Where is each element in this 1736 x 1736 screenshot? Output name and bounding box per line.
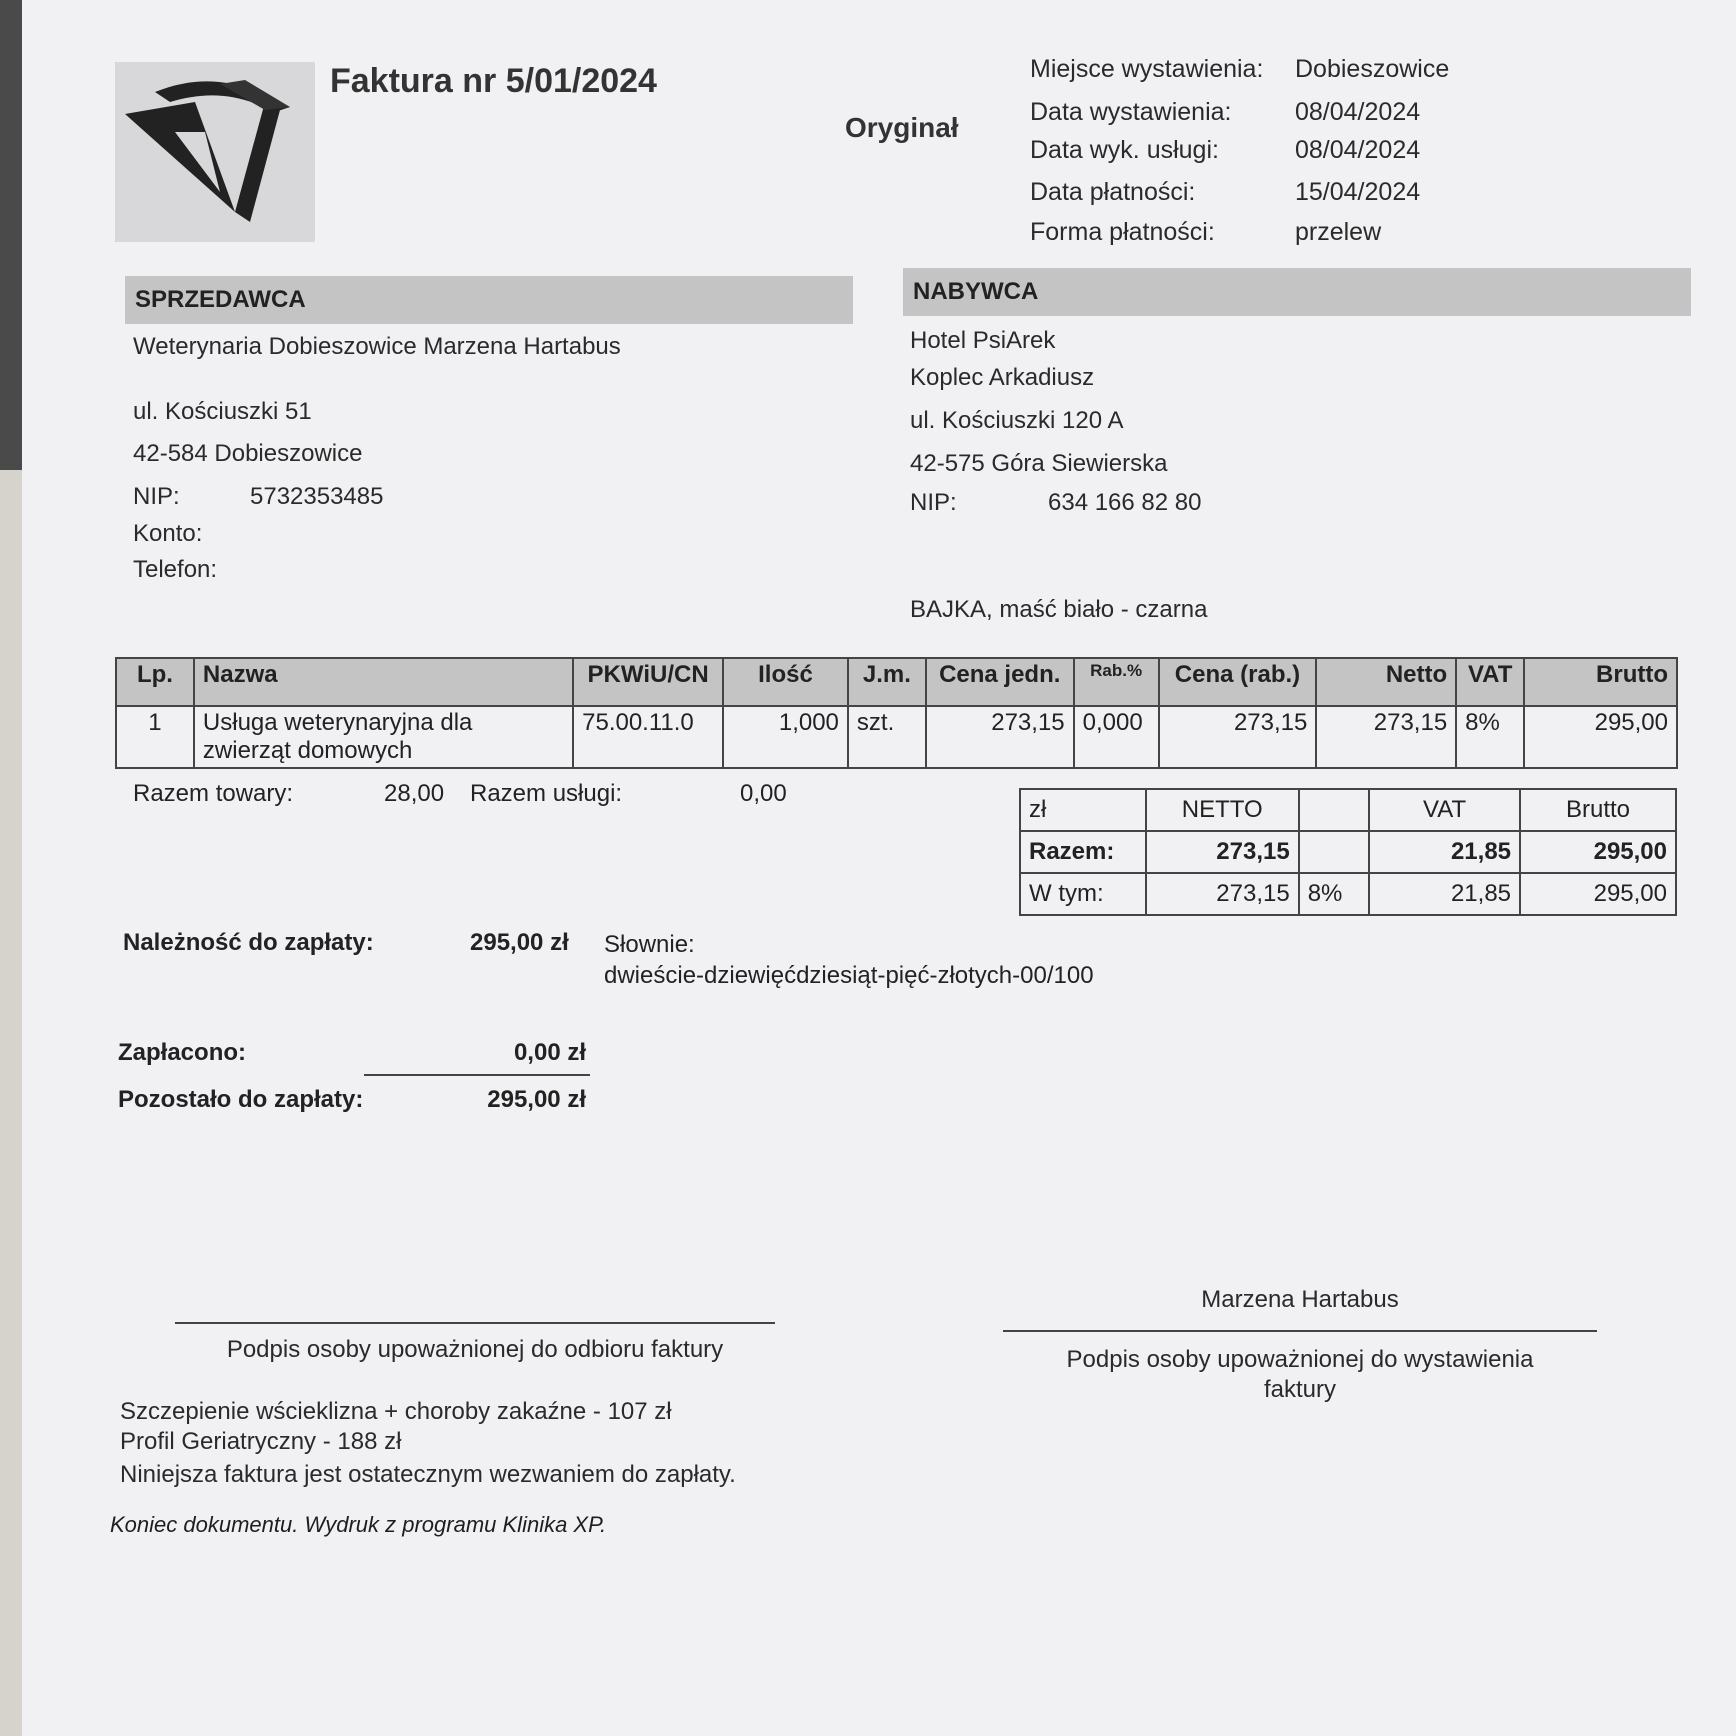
paid-value: 0,00 zł xyxy=(513,1039,586,1066)
vat-header: VAT xyxy=(1369,789,1520,831)
copy-label: Oryginał xyxy=(845,112,959,143)
col-header-unit-price: Cena jedn. xyxy=(926,658,1074,706)
sum-vat: 21,85 xyxy=(1369,831,1520,873)
goods-total-label: Razem towary: xyxy=(133,780,294,807)
document-footer: Koniec dokumentu. Wydruk z programu Klinika XP. xyxy=(110,1512,607,1537)
gross-header: Brutto xyxy=(1520,789,1676,831)
buyer-person: Koplec Arkadiusz xyxy=(910,364,1095,391)
buyer-note: BAJKA, maść biało - czarna xyxy=(910,596,1208,623)
meta-value-payment-method: przelew xyxy=(1295,218,1382,246)
buyer-street: ul. Kościuszki 120 A xyxy=(910,407,1124,434)
amount-due-value: 295,00 zł xyxy=(470,929,569,956)
note-line-1: Szczepienie wścieklizna + choroby zakaźne - 107 zł xyxy=(120,1398,672,1425)
cell-lp: 1 xyxy=(116,706,194,768)
cell-unit: szt. xyxy=(848,706,926,768)
cell-unit-price: 273,15 xyxy=(926,706,1074,768)
breakdown-vat: 21,85 xyxy=(1369,873,1520,915)
sum-gross: 295,00 xyxy=(1520,831,1676,873)
col-header-unit: J.m. xyxy=(848,658,926,706)
note-line-3: Niniejsza faktura jest ostatecznym wezwaniem do zapłaty. xyxy=(120,1461,736,1488)
sum-net: 273,15 xyxy=(1146,831,1299,873)
receiver-signature-line xyxy=(175,1322,775,1324)
vat-summary-breakdown-row xyxy=(1020,873,1676,915)
clinic-logo-icon xyxy=(115,62,315,242)
vat-summary-table xyxy=(1019,788,1677,916)
issuer-name: Marzena Hartabus xyxy=(1201,1286,1399,1313)
issuer-signature-caption-line2: faktury xyxy=(1263,1376,1337,1403)
meta-value-payment-date: 15/04/2024 xyxy=(1295,178,1421,206)
meta-label-issue-date: Data wystawienia: xyxy=(1030,98,1232,126)
seller-nip-label: NIP: xyxy=(133,483,180,510)
cell-vat: 8% xyxy=(1456,706,1524,768)
amount-due-label: Należność do zapłaty: xyxy=(123,929,374,956)
seller-street: ul. Kościuszki 51 xyxy=(133,398,312,425)
col-header-qty: Ilość xyxy=(723,658,848,706)
vat-summary-sum-row xyxy=(1020,831,1676,873)
services-total-value: 0,00 xyxy=(740,780,787,807)
meta-label-payment-method: Forma płatności: xyxy=(1030,218,1215,246)
services-total-label: Razem usługi: xyxy=(470,780,623,807)
col-header-pkwiu: PKWiU/CN xyxy=(573,658,723,706)
meta-label-service-date: Data wyk. usługi: xyxy=(1030,136,1219,164)
buyer-name: Hotel PsiArek xyxy=(910,327,1056,354)
note-line-2: Profil Geriatryczny - 188 zł xyxy=(120,1428,402,1455)
issuer-signature-line xyxy=(1003,1330,1597,1332)
cell-qty: 1,000 xyxy=(723,706,848,768)
meta-label-payment-date: Data płatności: xyxy=(1030,178,1196,206)
meta-label-place: Miejsce wystawienia: xyxy=(1030,55,1264,83)
items-table xyxy=(115,657,1678,769)
meta-value-issue-date: 08/04/2024 xyxy=(1295,98,1421,126)
cell-net: 273,15 xyxy=(1316,706,1456,768)
seller-heading: SPRZEDAWCA xyxy=(125,276,853,324)
net-header: NETTO xyxy=(1146,789,1299,831)
col-header-discount: Rab.% xyxy=(1074,658,1159,706)
seller-city: 42-584 Dobieszowice xyxy=(133,440,363,467)
breakdown-label: W tym: xyxy=(1020,873,1146,915)
remaining-label: Pozostało do zapłaty: xyxy=(118,1086,364,1113)
cell-gross: 295,00 xyxy=(1524,706,1677,768)
invoice-title: Faktura nr 5/01/2024 xyxy=(330,62,657,100)
remaining-value: 295,00 zł xyxy=(487,1086,586,1113)
col-header-net: Netto xyxy=(1316,658,1456,706)
cell-pkwiu: 75.00.11.0 xyxy=(573,706,723,768)
breakdown-net: 273,15 xyxy=(1146,873,1299,915)
seller-name: Weterynaria Dobieszowice Marzena Hartabus xyxy=(133,333,621,360)
buyer-city: 42-575 Góra Siewierska xyxy=(910,450,1168,477)
col-header-lp: Lp. xyxy=(116,658,194,706)
cell-price-after: 273,15 xyxy=(1159,706,1317,768)
issuer-signature-caption-line1: Podpis osoby upoważnionej do wystawienia xyxy=(1066,1346,1534,1373)
seller-nip: 5732353485 xyxy=(250,483,384,510)
table-row xyxy=(116,706,1677,768)
receiver-signature-caption: Podpis osoby upoważnionej do odbioru faktury xyxy=(226,1336,724,1363)
items-header-row xyxy=(116,658,1677,706)
sum-rate xyxy=(1299,831,1369,873)
col-header-gross: Brutto xyxy=(1524,658,1677,706)
col-header-price-after: Cena (rab.) xyxy=(1159,658,1317,706)
meta-value-place: Dobieszowice xyxy=(1295,55,1450,83)
rate-header xyxy=(1299,789,1369,831)
paid-label: Zapłacono: xyxy=(118,1039,247,1066)
buyer-nip: 634 166 82 80 xyxy=(1048,489,1202,516)
seller-phone-label: Telefon: xyxy=(133,556,218,583)
goods-total-value: 28,00 xyxy=(384,780,445,807)
currency-header: zł xyxy=(1020,789,1146,831)
meta-value-service-date: 08/04/2024 xyxy=(1295,136,1421,164)
amount-words: dwieście-dziewięćdziesiąt-pięć-złotych-00/100 xyxy=(604,962,1094,989)
cell-name-line2: zwierząt domowych xyxy=(202,737,413,764)
cell-name xyxy=(194,706,573,768)
breakdown-gross: 295,00 xyxy=(1520,873,1676,915)
vat-summary-header-row xyxy=(1020,789,1676,831)
buyer-nip-label: NIP: xyxy=(910,489,957,516)
col-header-name: Nazwa xyxy=(194,658,573,706)
buyer-heading: NABYWCA xyxy=(903,268,1691,316)
breakdown-rate: 8% xyxy=(1299,873,1369,915)
amount-words-label: Słownie: xyxy=(604,931,695,958)
cell-discount: 0,000 xyxy=(1074,706,1159,768)
sum-label: Razem: xyxy=(1020,831,1146,873)
cell-name-line1: Usługa weterynaryjna dla xyxy=(202,709,473,736)
seller-account-label: Konto: xyxy=(133,520,203,547)
col-header-vat: VAT xyxy=(1456,658,1524,706)
paid-underline xyxy=(364,1074,590,1076)
